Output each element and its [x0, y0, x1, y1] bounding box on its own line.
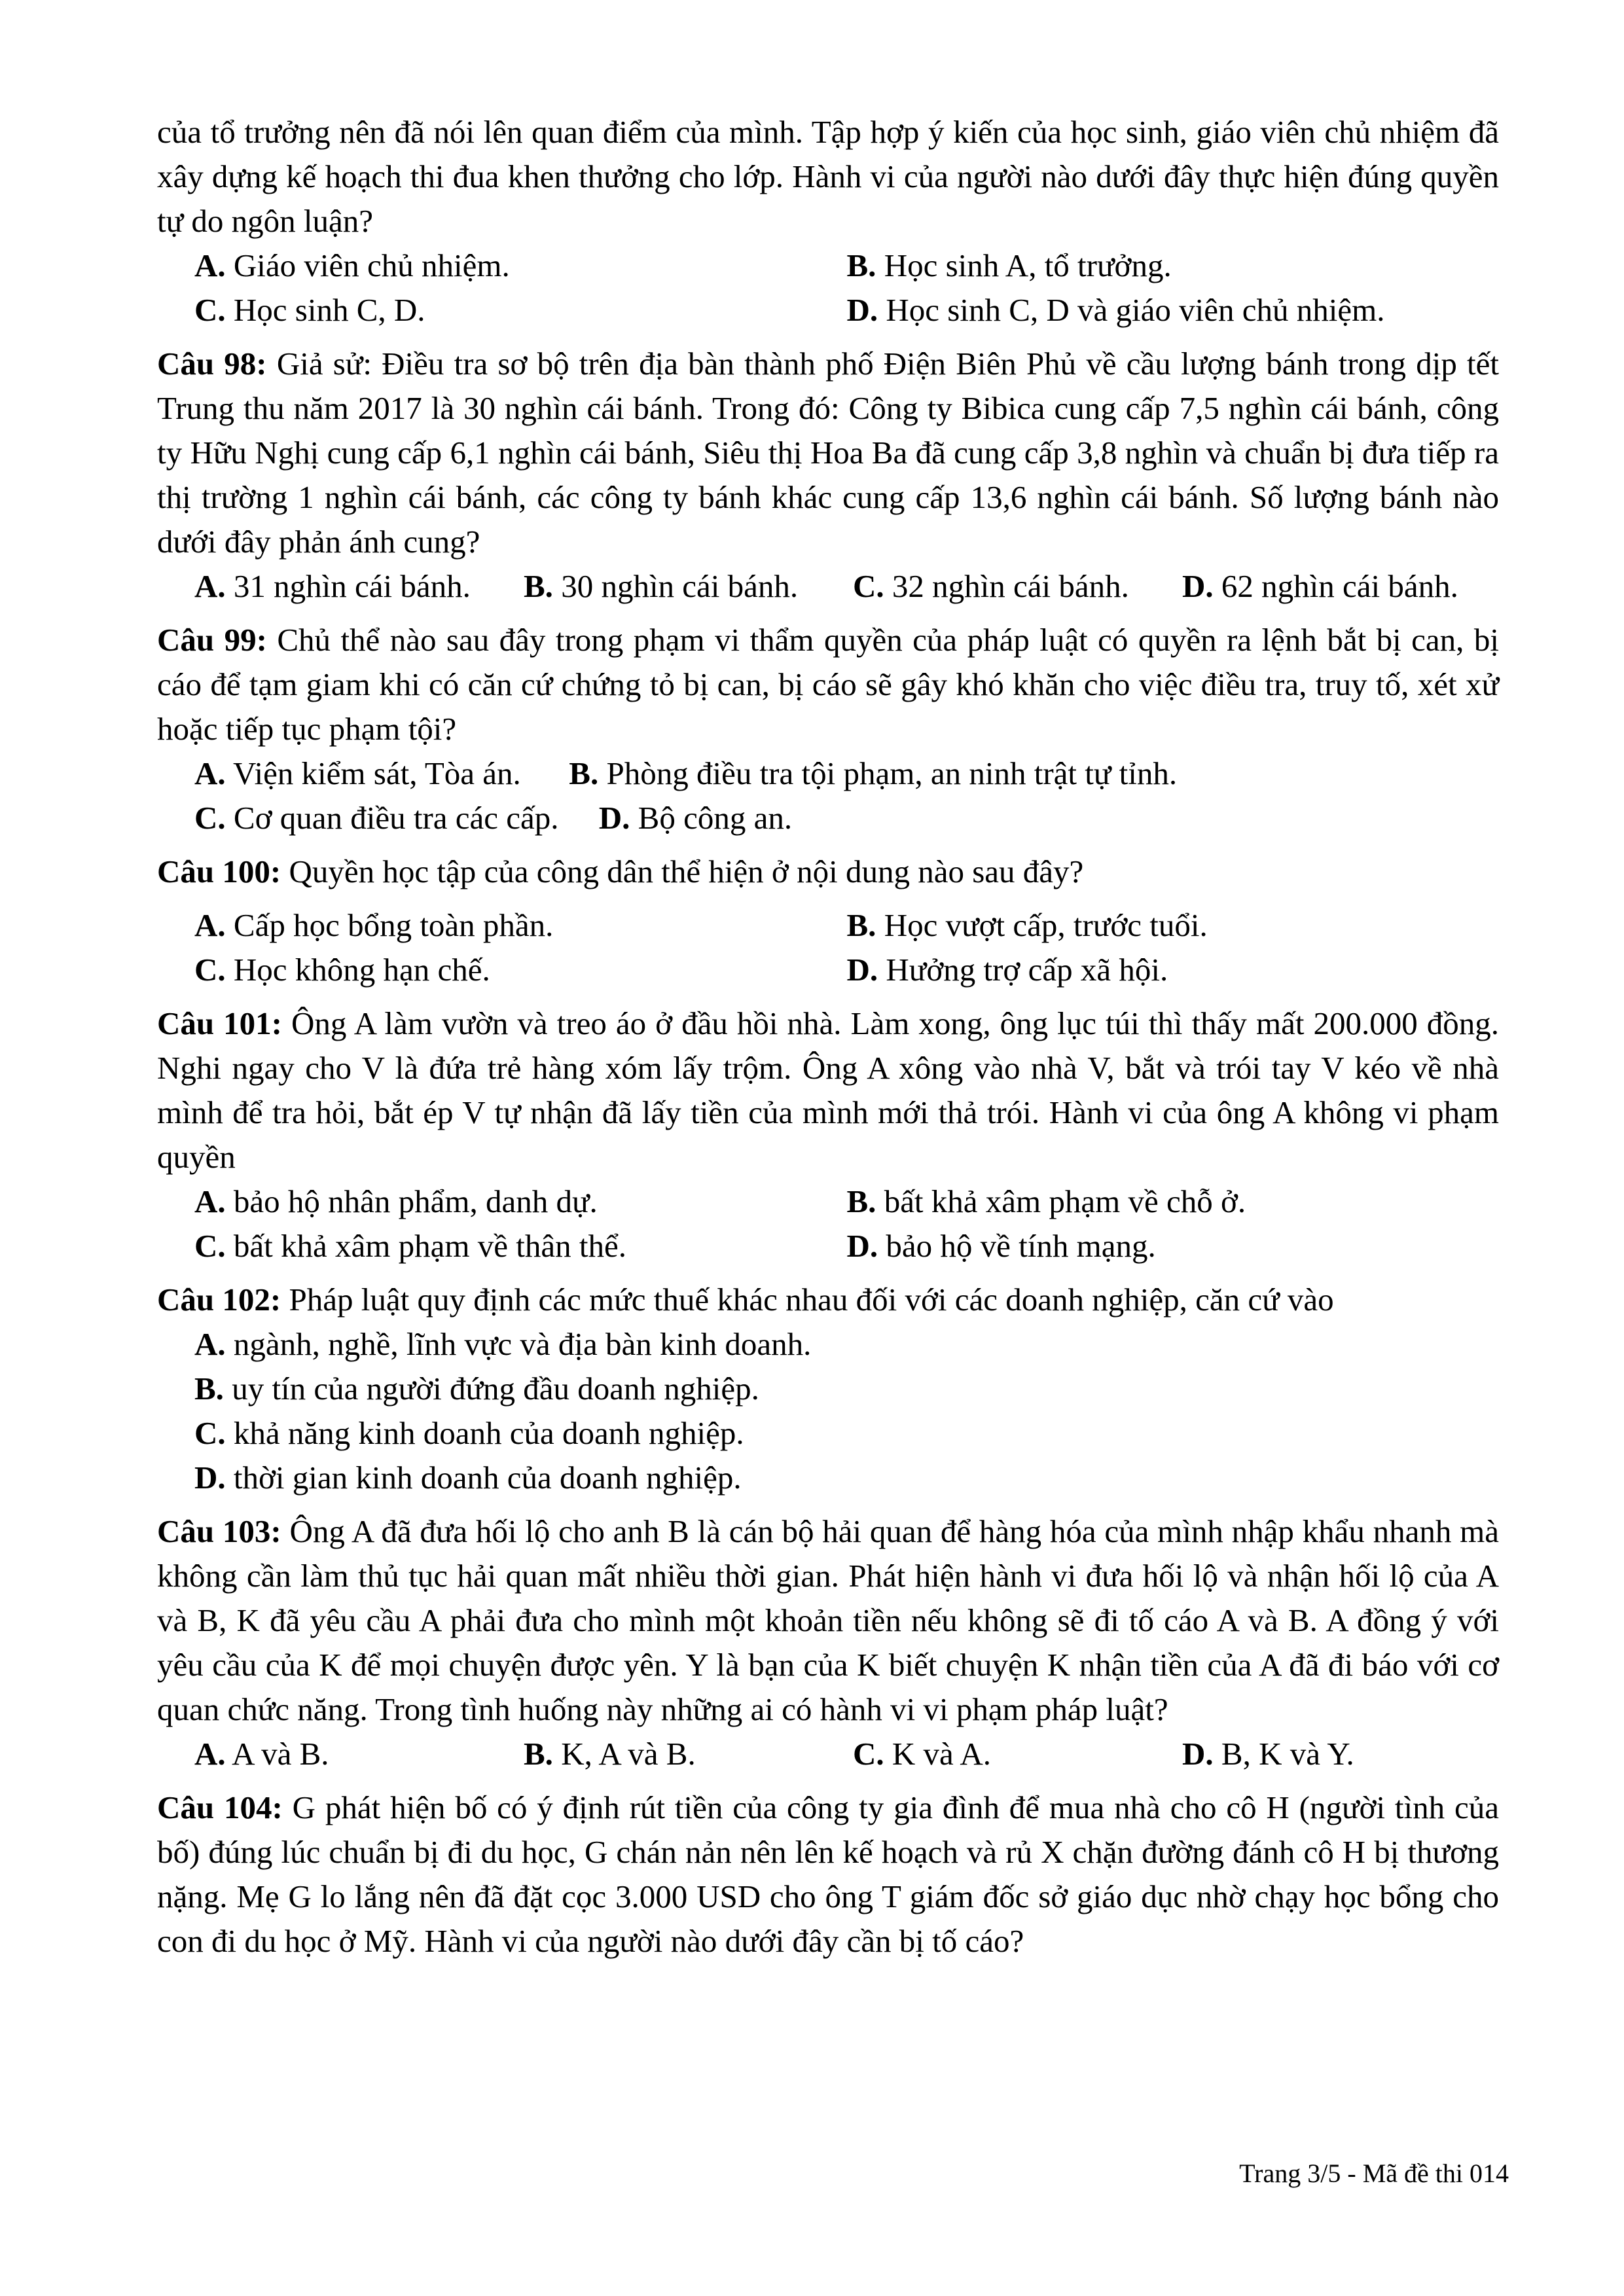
- question-99-option-d: D. Bộ công an.: [598, 800, 793, 836]
- question-100-option-b: B. Học vượt cấp, trước tuổi.: [846, 907, 1208, 943]
- question-99-options-row-1: [157, 751, 1499, 796]
- question-101: [157, 1001, 1499, 1179]
- question-102-number: Câu 102:: [157, 1282, 281, 1318]
- page-footer: Trang 3/5 - Mã đề thi 014: [1239, 2159, 1509, 2188]
- question-102-option-d: D. thời gian kinh doanh của doanh nghiệp.: [194, 1460, 742, 1496]
- question-100-options-row-2: [157, 948, 1499, 992]
- question-103: [157, 1509, 1499, 1732]
- intro-option-d: D. Học sinh C, D và giáo viên chủ nhiệm.: [846, 292, 1385, 328]
- question-102-option-b: B. uy tín của người đứng đầu doanh nghiệp.: [194, 1371, 759, 1407]
- question-99-text: Chủ thể nào sau đây trong phạm vi thẩm quyền của pháp luật có quyền ra lệnh bắt bị can, bị cáo để tạm giam khi có căn cứ chứng tỏ bị can, bị cáo sẽ gây khó khăn cho việc điều tra, truy tố, xét xử hoặc tiếp tục phạm tội?: [157, 622, 1499, 747]
- question-101-number: Câu 101:: [157, 1005, 282, 1041]
- question-103-option-c: C. K và A.: [853, 1736, 991, 1772]
- question-99-option-a: A. Viện kiểm sát, Tòa án.: [194, 755, 521, 791]
- question-102-option-c: C. khả năng kinh doanh của doanh nghiệp.: [194, 1415, 744, 1451]
- question-101-option-a: A. bảo hộ nhân phẩm, danh dự.: [194, 1183, 598, 1219]
- question-99-options-row-2: [157, 796, 1499, 840]
- question-102-option-a: A. ngành, nghề, lĩnh vực và địa bàn kinh doanh.: [194, 1326, 812, 1362]
- exam-content: [157, 110, 1499, 1964]
- question-103-options: [157, 1732, 1499, 1776]
- intro-option-a: A. Giáo viên chủ nhiệm.: [194, 247, 510, 283]
- question-100-option-d: D. Hưởng trợ cấp xã hội.: [846, 952, 1168, 988]
- question-100: [157, 850, 1499, 894]
- intro-question-text: của tổ trưởng nên đã nói lên quan điểm của mình. Tập hợp ý kiến của học sinh, giáo viên chủ nhiệm đã xây dựng kế hoạch thi đua khen thưởng cho lớp. Hành vi của người nào dưới đây thực hiện đúng quyền tự do ngôn luận?: [157, 114, 1499, 239]
- question-104-number: Câu 104:: [157, 1789, 283, 1825]
- question-101-option-c: C. bất khả xâm phạm về thân thể.: [194, 1228, 626, 1264]
- question-101-option-d: D. bảo hộ về tính mạng.: [846, 1228, 1156, 1264]
- question-99: [157, 618, 1499, 751]
- question-103-text: Ông A đã đưa hối lộ cho anh B là cán bộ hải quan để hàng hóa của mình nhập khẩu nhanh mà không cần làm thủ tục hải quan mất nhiều thời gian. Phát hiện hành vi đưa hối lộ và nhận hối lộ của A và B, K đã yêu cầu A phải đưa cho mình một khoản tiền nếu không sẽ đi tố cáo A và B. A đồng ý với yêu cầu của K để mọi chuyện được yên. Y là bạn của K biết chuyện K nhận tiền của A đã đi báo với cơ quan chức năng. Trong tình huống này những ai có hành vi vi phạm pháp luật?: [157, 1513, 1499, 1727]
- intro-option-c: C. Học sinh C, D.: [194, 292, 425, 328]
- question-100-options-row-1: [157, 903, 1499, 948]
- question-103-option-d: D. B, K và Y.: [1182, 1736, 1354, 1772]
- question-102-text: Pháp luật quy định các mức thuế khác nhau đối với các doanh nghiệp, căn cứ vào: [281, 1282, 1334, 1318]
- question-98: [157, 342, 1499, 564]
- question-98-option-b: B. 30 nghìn cái bánh.: [524, 568, 799, 604]
- question-101-options-row-1: [157, 1179, 1499, 1224]
- question-100-number: Câu 100:: [157, 853, 281, 889]
- question-99-number: Câu 99:: [157, 622, 267, 658]
- question-99-option-c: C. Cơ quan điều tra các cấp.: [194, 800, 559, 836]
- intro-option-b: B. Học sinh A, tổ trưởng.: [846, 247, 1172, 283]
- question-98-text: Giả sử: Điều tra sơ bộ trên địa bàn thành phố Điện Biên Phủ về cầu lượng bánh trong dịp tết Trung thu năm 2017 là 30 nghìn cái bánh. Trong đó: Công ty Bibica cung cấp 7,5 nghìn cái bánh, công ty Hữu Nghị cung cấp 6,1 nghìn cái bánh, Siêu thị Hoa Ba đã cung cấp 3,8 nghìn và chuẩn bị đưa tiếp ra thị trường 1 nghìn cái bánh, các công ty bánh khác cung cấp 13,6 nghìn cái bánh. Số lượng bánh nào dưới đây phản ánh cung?: [157, 346, 1499, 560]
- question-98-option-c: C. 32 nghìn cái bánh.: [853, 568, 1129, 604]
- question-98-number: Câu 98:: [157, 346, 267, 382]
- question-100-text: Quyền học tập của công dân thể hiện ở nội dung nào sau đây?: [281, 853, 1084, 889]
- question-104: [157, 1785, 1499, 1964]
- question-102: [157, 1278, 1499, 1322]
- question-101-options-row-2: [157, 1224, 1499, 1268]
- question-103-option-a: A. A và B.: [194, 1736, 329, 1772]
- question-101-option-b: B. bất khả xâm phạm về chỗ ở.: [846, 1183, 1246, 1219]
- question-100-option-a: A. Cấp học bổng toàn phần.: [194, 907, 554, 943]
- intro-options-row-1: [157, 243, 1499, 288]
- question-103-option-b: B. K, A và B.: [524, 1736, 696, 1772]
- question-98-option-d: D. 62 nghìn cái bánh.: [1182, 568, 1458, 604]
- question-104-text: G phát hiện bố có ý định rút tiền của công ty gia đình để mua nhà cho cô H (người tình của bố) đúng lúc chuẩn bị đi du học, G chán nản nên lên kế hoạch và rủ X chặn đường đánh cô H bị thương nặng. Mẹ G lo lắng nên đã đặt cọc 3.000 USD cho ông T giám đốc sở giáo dục nhờ chạy học bổng cho con đi du học ở Mỹ. Hành vi của người nào dưới đây cần bị tố cáo?: [157, 1789, 1499, 1959]
- question-100-option-c: C. Học không hạn chế.: [194, 952, 490, 988]
- question-101-text: Ông A làm vườn và treo áo ở đầu hồi nhà. Làm xong, ông lục túi thì thấy mất 200.000 đồng. Nghi ngay cho V là đứa trẻ hàng xóm lấy trộm. Ông A xông vào nhà V, bắt và trói tay V kéo về nhà mình để tra hỏi, bắt ép V tự nhận đã lấy tiền của mình mới thả trói. Hành vi của ông A không vi phạm quyền: [157, 1005, 1499, 1175]
- question-103-number: Câu 103:: [157, 1513, 281, 1549]
- intro-options-row-2: [157, 288, 1499, 332]
- question-98-option-a: A. 31 nghìn cái bánh.: [194, 568, 471, 604]
- question-99-option-b: B. Phòng điều tra tội phạm, an ninh trật tự tỉnh.: [569, 755, 1178, 791]
- question-98-options: [157, 564, 1499, 609]
